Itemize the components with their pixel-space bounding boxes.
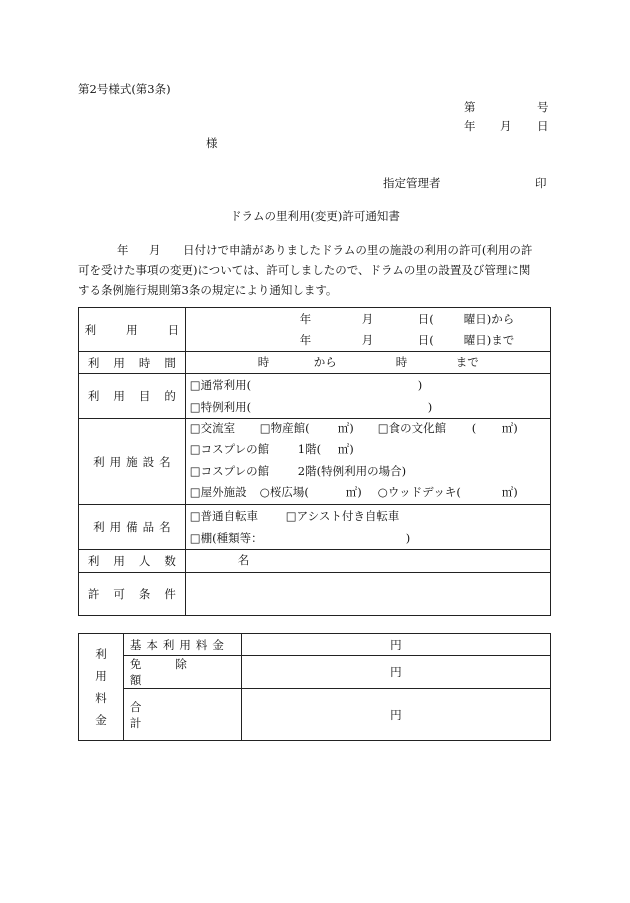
facility-wood-deck-radio[interactable]: ○ウッドデッキ( xyxy=(377,485,461,499)
fee-side-label: 利 用 料 金 xyxy=(79,634,124,741)
usage-equipment-row xyxy=(79,505,551,550)
facility-sakura-plaza-radio[interactable]: ○桜広場( xyxy=(259,485,309,499)
intro-month: 月 xyxy=(149,243,161,257)
fee-basic-label: 基本利用料金 xyxy=(123,634,241,656)
purpose-special-checkbox[interactable]: □特例利用( xyxy=(189,400,252,414)
usage-facility-row xyxy=(79,419,551,505)
usage-date-label: 利用日 xyxy=(79,308,186,352)
usage-equipment-value: □普通自転車 □アシスト付き自転車 □棚(種類等： ) xyxy=(185,505,550,550)
facility-cosplay-1f-checkbox[interactable]: □コスプレの館 xyxy=(189,442,270,456)
usage-people-label: 利用人数 xyxy=(79,550,186,573)
fee-total-value: 円 xyxy=(241,689,550,741)
usage-conditions-value xyxy=(185,573,550,616)
facility-cosplay-2f-checkbox[interactable]: □コスプレの館 xyxy=(189,464,270,478)
usage-time-row xyxy=(79,352,551,374)
document-number-prefix: 第 xyxy=(464,100,476,114)
usage-date-row xyxy=(79,308,551,352)
equipment-bicycle-checkbox[interactable]: □普通自転車 xyxy=(189,509,259,523)
usage-purpose-label: 利用目的 xyxy=(79,374,186,419)
form-number: 第2号様式(第3条) xyxy=(78,82,171,96)
fee-exemption-label: 免除額 xyxy=(123,656,241,689)
fee-row-total xyxy=(79,689,551,741)
intro-line-1: 日付けで申請がありましたドラムの里の施設の利用の許可(利用の許 xyxy=(183,243,533,257)
usage-time-value: 時 から 時 まで xyxy=(185,352,550,374)
usage-people-value: 名 xyxy=(185,550,550,573)
usage-purpose-value: □通常利用( ) □特例利用( ) xyxy=(185,374,550,419)
intro-year: 年 xyxy=(117,243,129,257)
usage-purpose-row xyxy=(79,374,551,419)
seal-mark: 印 xyxy=(535,176,547,190)
document-title: ドラムの里利用(変更)許可通知書 xyxy=(230,209,400,223)
fee-row-basic xyxy=(79,634,551,656)
addressee-suffix: 様 xyxy=(206,136,218,150)
issuer-label: 指定管理者 xyxy=(383,176,441,190)
intro-line-2: 可を受けた事項の変更)については、許可しましたので、ドラムの里の設置及び管理に関 xyxy=(78,263,531,277)
purpose-regular-checkbox[interactable]: □通常利用( xyxy=(189,378,252,392)
usage-time-label: 利用時間 xyxy=(79,352,186,374)
usage-date-value: 年 月 日( 曜日)から 年 月 日( 曜日)まで xyxy=(185,308,550,352)
equipment-assist-bicycle-checkbox[interactable]: □アシスト付き自転車 xyxy=(285,509,400,523)
facility-product-hall-checkbox[interactable]: □物産館( xyxy=(259,421,310,435)
fee-total-label: 合計 xyxy=(123,689,241,741)
usage-table xyxy=(78,307,551,616)
issue-date-year: 年 xyxy=(464,119,476,133)
intro-line-3: する条例施行規則第3条の規定により通知します。 xyxy=(78,283,338,297)
fee-table xyxy=(78,633,551,741)
document-number-suffix: 号 xyxy=(537,100,549,114)
usage-equipment-label: 利用備品名 xyxy=(79,505,186,550)
usage-people-row xyxy=(79,550,551,573)
fee-basic-value: 円 xyxy=(241,634,550,656)
issue-date-month: 月 xyxy=(500,119,512,133)
usage-conditions-row xyxy=(79,573,551,616)
facility-exchange-room-checkbox[interactable]: □交流室 xyxy=(189,421,236,435)
usage-facility-value: □交流室 □物産館( ㎡) □食の文化館 ( ㎡) □コスプレの館 1階( ㎡) □コスプレの館 2階(特例利用の場合) □屋外施設 ○桜広場( ㎡) ○ウッドデッキ( ㎡) xyxy=(185,419,550,505)
usage-conditions-label: 許可条件 xyxy=(79,573,186,616)
fee-exemption-value: 円 xyxy=(241,656,550,689)
fee-row-exemption xyxy=(79,656,551,689)
usage-facility-label: 利用施設名 xyxy=(79,419,186,505)
equipment-shelf-checkbox[interactable]: □棚(種類等： xyxy=(189,531,263,545)
facility-food-hall-checkbox[interactable]: □食の文化館 xyxy=(377,421,447,435)
facility-outdoor-checkbox[interactable]: □屋外施設 xyxy=(189,485,247,499)
issue-date-day: 日 xyxy=(537,119,549,133)
